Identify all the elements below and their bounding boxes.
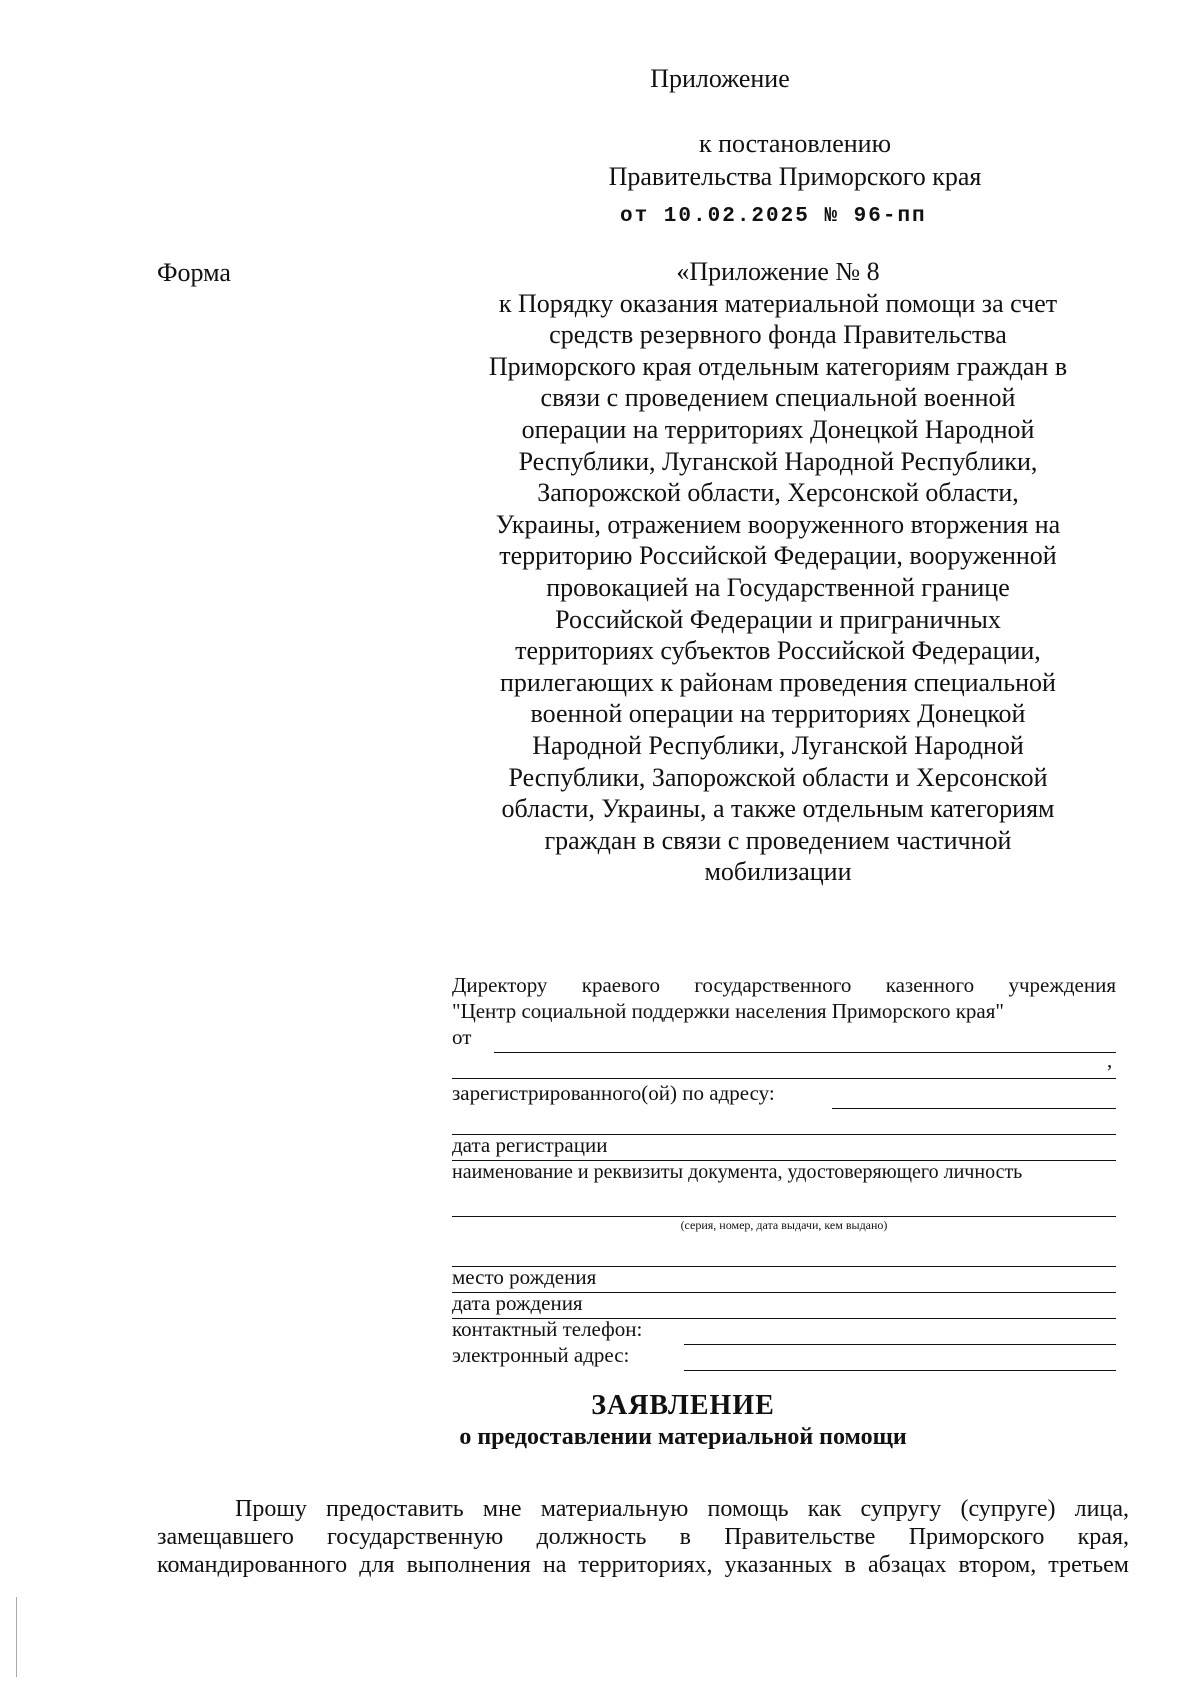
from-label: от (452, 1025, 472, 1049)
registration-date-field[interactable] (452, 1135, 1116, 1161)
addressee-line-1 (452, 975, 1116, 1001)
appendix-line: мобилизации (704, 857, 852, 887)
from-field[interactable] (452, 1027, 1116, 1053)
registered-address-label: зарегистрированного(ой) по адресу: (452, 1081, 775, 1105)
statement-subtitle: о предоставлении материальной помощи (459, 1424, 907, 1450)
id-document-field[interactable] (452, 1191, 1116, 1217)
appendix-line: Республики, Запорожской области и Херсонской (508, 762, 1048, 792)
appendix-line: военной операции на территориях Донецкой (530, 699, 1026, 729)
appendix-line: Украины, отражением вооруженного вторжения на (495, 509, 1061, 539)
appendix-line: средств резервного фонда Правительства (549, 320, 1007, 350)
phone-label: контактный телефон: (452, 1317, 643, 1341)
header-title: Приложение (650, 64, 790, 93)
from-continuation-field[interactable] (452, 1048, 1116, 1079)
birth-date-field[interactable] (452, 1293, 1116, 1319)
email-label: электронный адрес: (452, 1343, 630, 1367)
appendix-line: связи с проведением специальной военной (540, 383, 1016, 413)
id-document-hint: (серия, номер, дата выдачи, кем выдано) (680, 1218, 888, 1232)
email-field[interactable] (452, 1345, 1116, 1371)
appendix-line: Республики, Луганской Народной Республики, (518, 446, 1038, 476)
appendix-line: провокацией на Государственной границе (546, 572, 1010, 602)
appendix-line: операции на территориях Донецкой Народной (521, 414, 1035, 444)
appendix-block (478, 256, 1078, 888)
from-continuation-underline[interactable] (452, 1078, 1116, 1079)
statement-title: ЗАЯВЛЕНИЕ (591, 1390, 775, 1421)
id-document-label-row (452, 1161, 1116, 1187)
appendix-line: области, Украины, а также отдельным категориям (501, 794, 1055, 824)
addressee-text-2: "Центр социальной поддержки населения Приморского края" (452, 999, 1004, 1023)
appendix-line: к Порядку оказания материальной помощи за счет (498, 288, 1058, 318)
registered-address-field[interactable] (452, 1083, 1116, 1109)
comma-mark: , (1107, 1048, 1113, 1072)
email-underline[interactable] (684, 1370, 1116, 1371)
body-line: командированного для выполнения на территориях, указанных в абзацах втором, третьем (157, 1552, 1129, 1578)
body-line: Прошу предоставить мне материальную помощь как супругу (супруге) лица, (235, 1496, 1129, 1522)
birth-place-field[interactable] (452, 1267, 1116, 1293)
appendix-line: Российской Федерации и приграничных (555, 604, 1001, 634)
body-line: замещавшего государственную должность в Правительстве Приморского края, (157, 1524, 1129, 1550)
registration-date-label: дата регистрации (452, 1133, 608, 1157)
id-hint-row (452, 1215, 1116, 1235)
addressee-line-2 (452, 1001, 1116, 1027)
appendix-line: Запорожской области, Херсонской области, (537, 478, 1019, 508)
appendix-line: территорию Российской Федерации, вооруженной (499, 541, 1057, 571)
header-government: Правительства Приморского края (608, 162, 982, 191)
birth-date-label: дата рождения (452, 1291, 583, 1315)
id-document-continuation[interactable] (452, 1241, 1116, 1267)
statement-body (157, 1495, 1129, 1579)
form-label: Форма (157, 258, 231, 287)
phone-field[interactable] (452, 1319, 1116, 1345)
birth-place-label: место рождения (452, 1265, 597, 1289)
appendix-line: Приморского края отдельным категориям граждан в (488, 351, 1068, 381)
header-date-number: от 10.02.2025 № 96-пп (620, 205, 927, 228)
appendix-line: «Приложение № 8 (676, 257, 880, 286)
scan-margin-line (16, 1597, 17, 1677)
id-document-label: наименование и реквизиты документа, удостоверяющего личность (452, 1161, 1023, 1183)
appendix-line: территориях субъектов Российской Федерации, (515, 636, 1041, 666)
appendix-line: прилегающих к районам проведения специальной (500, 667, 1056, 697)
appendix-line: Народной Республики, Луганской Народной (532, 730, 1024, 760)
addressee-text-1: Директору краевого государственного казенного учреждения (452, 973, 1116, 997)
registered-address-continuation[interactable] (452, 1109, 1116, 1135)
header-to-resolution: к постановлению (698, 129, 892, 158)
appendix-line: граждан в связи с проведением частичной (544, 825, 1012, 855)
